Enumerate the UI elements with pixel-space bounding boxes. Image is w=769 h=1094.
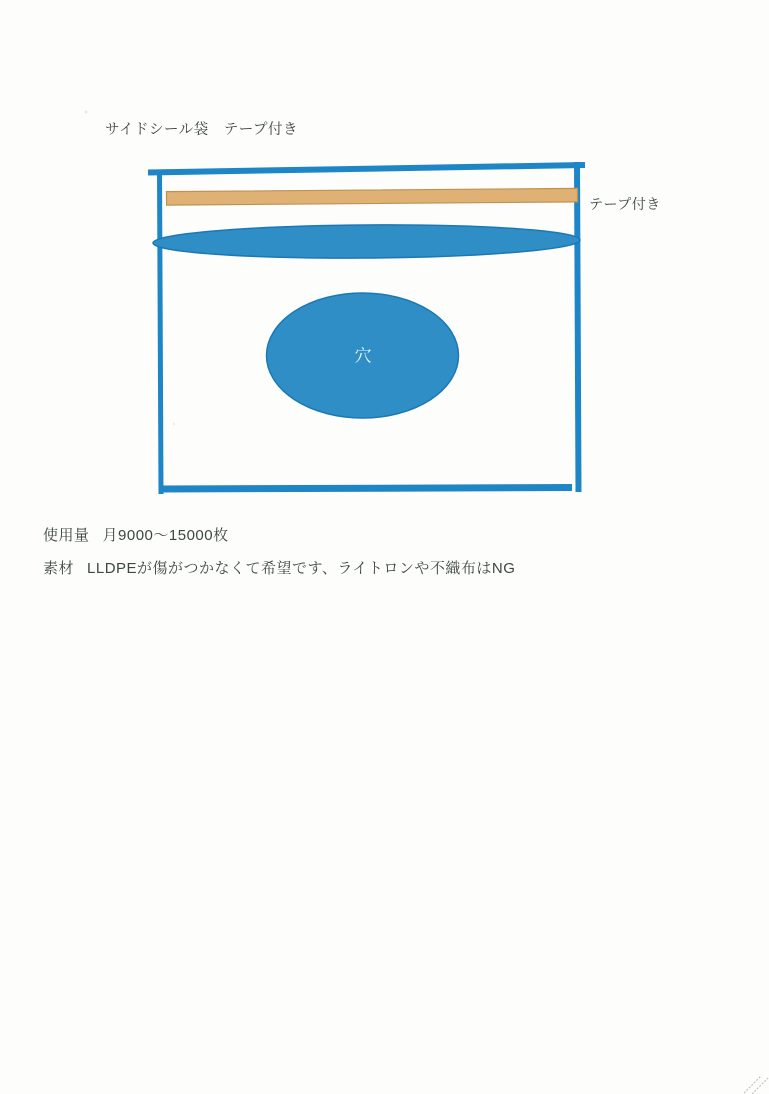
page-title: サイドシール袋 テープ付き <box>105 122 298 138</box>
scan-mark-line <box>744 1076 761 1093</box>
scan-speck <box>173 423 175 425</box>
bag-right-edge <box>577 162 579 492</box>
tape-label: テープ付き <box>589 196 661 212</box>
bag-left-edge <box>160 170 162 494</box>
tape-strip <box>166 188 577 205</box>
material-label: 素材 <box>43 560 75 577</box>
bag-bottom-edge <box>160 488 572 490</box>
material-note <box>43 557 515 578</box>
bag-top-edge <box>148 165 585 173</box>
usage-note <box>43 524 229 545</box>
usage-label: 使用量 <box>43 527 90 544</box>
bag-opening-ellipse <box>153 224 580 260</box>
scan-mark-line <box>752 1078 768 1094</box>
hole-label: 穴 <box>354 346 372 366</box>
scan-mark-corner <box>744 1076 768 1094</box>
material-value: LLDPEが傷がつかなくて希望です、ライトロンや不織布はNG <box>87 560 516 577</box>
scan-speck <box>85 111 88 114</box>
usage-value: 月9000～15000枚 <box>102 527 229 544</box>
